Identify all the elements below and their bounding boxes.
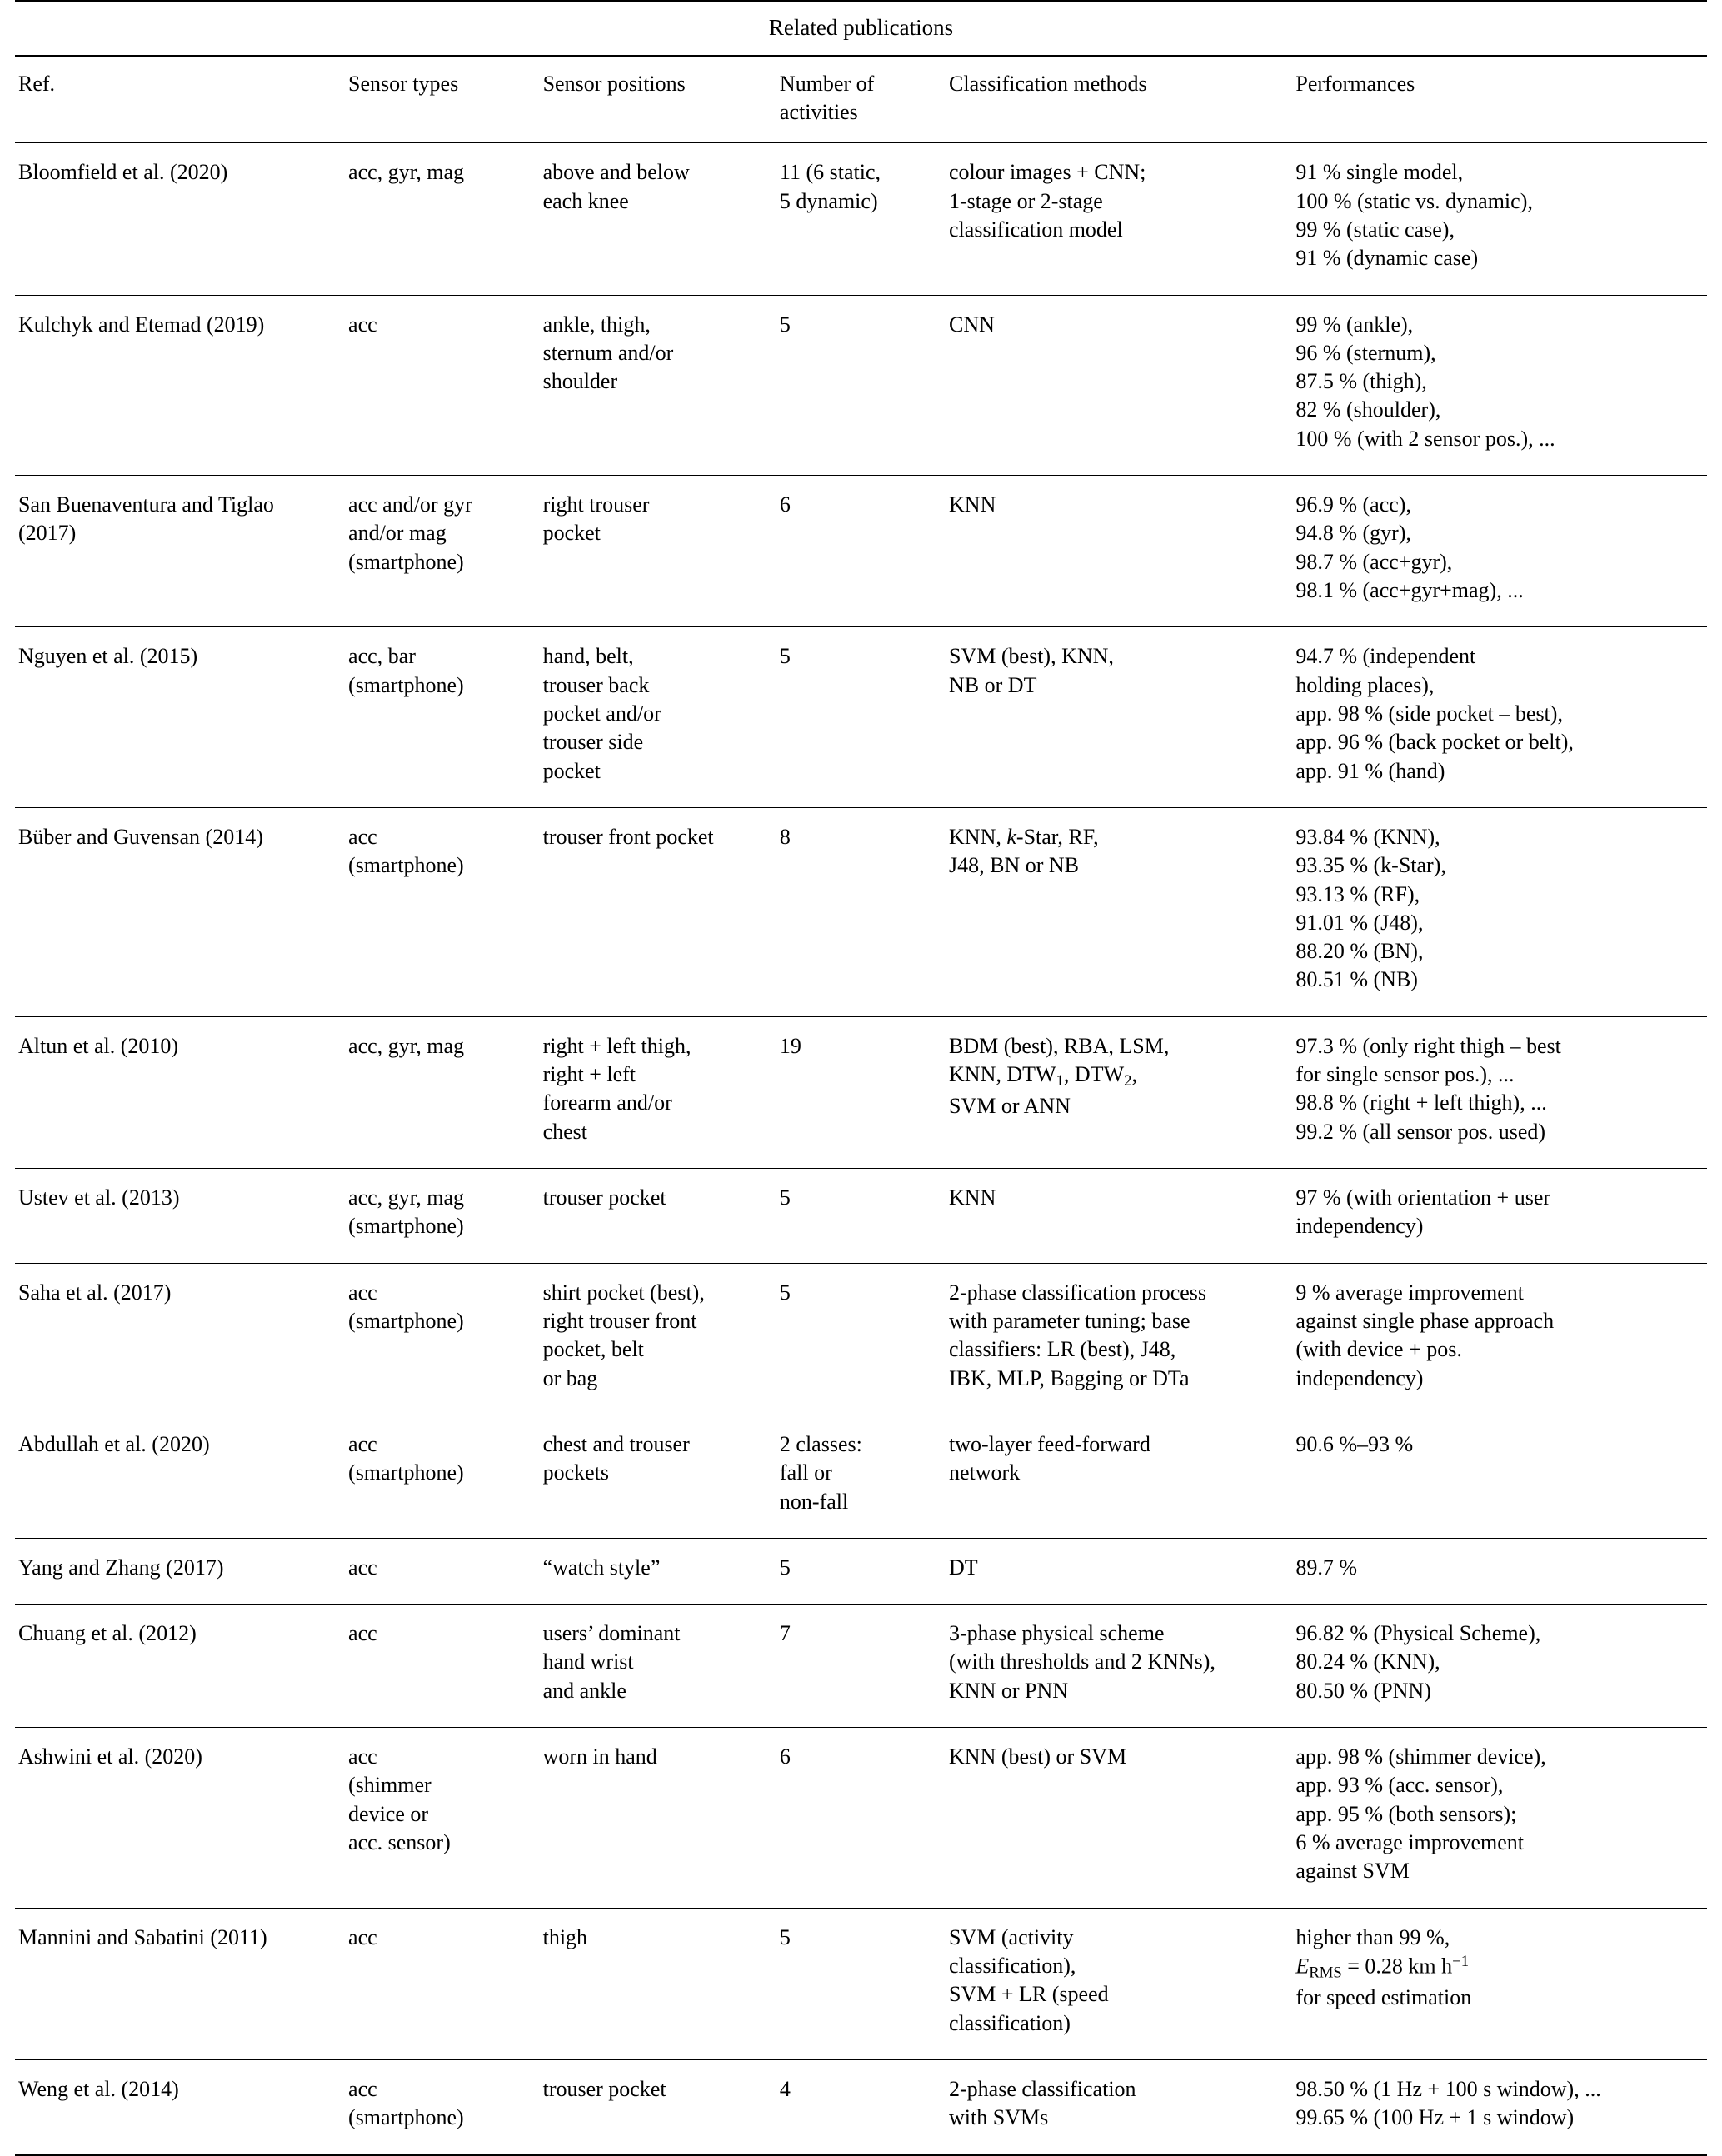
text-line: 98.8 % (right + left thigh), ... — [1295, 1090, 1547, 1115]
table-row — [15, 1538, 1707, 1604]
cell-methods — [946, 295, 1292, 476]
text-line: 99.65 % (100 Hz + 1 s window) — [1295, 2105, 1575, 2130]
text-line: “watch style” — [542, 1555, 661, 1580]
column-header-number-of-activities — [776, 57, 946, 143]
text-line: 94.8 % (gyr), — [1295, 521, 1411, 546]
text-line: trouser pocket — [542, 1185, 666, 1210]
text-line: acc — [348, 312, 377, 337]
cell-activities — [776, 1908, 946, 2059]
text-line: device or — [348, 1801, 429, 1826]
cell-sensor-positions — [540, 1415, 776, 1538]
cell-sensor-positions — [540, 476, 776, 627]
table-row — [15, 476, 1707, 627]
cell-activities — [776, 476, 946, 627]
text-line: (2017) — [18, 521, 77, 546]
header-line: Sensor positions — [542, 71, 686, 96]
text-line: 8 — [779, 824, 791, 849]
cell-sensor-positions — [540, 627, 776, 808]
text-line: 1-stage or 2-stage — [949, 188, 1103, 213]
cell-sensor-positions — [540, 807, 776, 1016]
text-line: independency) — [1295, 1365, 1424, 1390]
text-line: hand, belt, — [542, 644, 634, 669]
text-line: KNN, $DTW_1$, $DTW_2$, — [949, 1062, 1137, 1090]
text-line: 97 % (with orientation + user — [1295, 1185, 1551, 1210]
text-line: KNN, k-Star, RF, — [949, 824, 1099, 849]
text-line: 99.2 % (all sensor pos. used) — [1295, 1119, 1546, 1144]
column-header-classification-methods — [946, 57, 1292, 143]
text-line: 5 — [779, 1555, 791, 1580]
cell-sensor-types — [345, 1728, 540, 1909]
text-line: app. 95 % (both sensors); — [1295, 1801, 1517, 1826]
text-line: trouser front pocket — [542, 824, 714, 849]
text-line: 91 % (dynamic case) — [1295, 246, 1479, 271]
text-line: right + left thigh, — [542, 1033, 691, 1058]
text-line: 91.01 % (J48), — [1295, 910, 1424, 935]
text-line: pocket and/or — [542, 701, 661, 726]
cell-performances — [1292, 1169, 1707, 1264]
text-line: IBK, MLP, Bagging or DTa — [949, 1365, 1190, 1390]
text-line: non-fall — [779, 1489, 849, 1514]
text-line: pocket, belt — [542, 1337, 644, 1362]
header-line: Ref. — [18, 71, 56, 96]
text-line: (smartphone) — [348, 1214, 464, 1239]
cell-ref — [15, 1263, 345, 1415]
cell-sensor-positions — [540, 1263, 776, 1415]
cell-activities — [776, 1728, 946, 1909]
text-line: 80.50 % (PNN) — [1295, 1678, 1431, 1703]
text-line: app. 96 % (back pocket or belt), — [1295, 730, 1574, 755]
column-header-sensor-positions — [540, 57, 776, 143]
text-line: 90.6 %–93 % — [1295, 1431, 1414, 1456]
text-line: against single phase approach — [1295, 1308, 1555, 1333]
cell-activities — [776, 807, 946, 1016]
text-line: BDM (best), RBA, LSM, — [949, 1033, 1170, 1058]
cell-methods — [946, 1728, 1292, 1909]
cell-sensor-types — [345, 807, 540, 1016]
text-line: SVM + LR (speed — [949, 1982, 1109, 2007]
text-line: 89.7 % — [1295, 1555, 1358, 1580]
column-header-performances — [1292, 57, 1707, 143]
text-line: 6 — [779, 492, 791, 517]
text-line: 2-phase classification — [949, 2076, 1136, 2101]
table-row — [15, 1263, 1707, 1415]
cell-performances — [1292, 1263, 1707, 1415]
text-line: and/or mag — [348, 521, 447, 546]
text-line: Büber and Guvensan (2014) — [18, 824, 263, 849]
text-line: KNN — [949, 492, 996, 517]
text-line: (smartphone) — [348, 672, 464, 697]
text-line: (smartphone) — [348, 853, 464, 878]
text-line: acc — [348, 824, 377, 849]
text-line: or bag — [542, 1365, 598, 1390]
cell-ref — [15, 295, 345, 476]
text-line: shirt pocket (best), — [542, 1280, 705, 1305]
text-line: worn in hand — [542, 1744, 657, 1769]
text-line: (smartphone) — [348, 1460, 464, 1485]
cell-methods — [946, 1169, 1292, 1264]
cell-sensor-positions — [540, 1728, 776, 1909]
text-line: Altun et al. (2010) — [18, 1033, 179, 1058]
text-line: Nguyen et al. (2015) — [18, 644, 198, 669]
text-line: acc, gyr, mag — [348, 1033, 465, 1058]
text-line: SVM or ANN — [949, 1094, 1071, 1118]
table-row — [15, 1728, 1707, 1909]
text-line: app. 91 % (hand) — [1295, 758, 1445, 783]
text-line: higher than 99 %, — [1295, 1924, 1450, 1949]
text-line: classification model — [949, 217, 1123, 242]
table-body — [15, 142, 1707, 2154]
cell-ref — [15, 627, 345, 808]
cell-methods — [946, 1415, 1292, 1538]
cell-methods — [946, 627, 1292, 808]
text-line: acc — [348, 2076, 377, 2101]
text-line: 9 % average improvement — [1295, 1280, 1524, 1305]
text-line: above and below — [542, 160, 690, 185]
text-line: 4 — [779, 2076, 791, 2101]
cell-sensor-positions — [540, 142, 776, 295]
text-line: for speed estimation — [1295, 1985, 1472, 2010]
column-header-sensor-types — [345, 57, 540, 143]
cell-activities — [776, 1263, 946, 1415]
text-line: each knee — [542, 188, 629, 213]
text-line: 93.84 % (KNN), — [1295, 824, 1440, 849]
text-line: app. 98 % (side pocket – best), — [1295, 701, 1563, 726]
cell-performances — [1292, 1016, 1707, 1168]
text-line: 82 % (shoulder), — [1295, 397, 1441, 422]
text-line: holding places), — [1295, 672, 1435, 697]
cell-sensor-types — [345, 1169, 540, 1264]
text-line: trouser back — [542, 672, 650, 697]
text-line: against SVM — [1295, 1859, 1410, 1884]
header-row — [15, 57, 1707, 143]
column-header-ref — [15, 57, 345, 143]
text-line: 88.20 % (BN), — [1295, 939, 1424, 964]
text-line: Bloomfield et al. (2020) — [18, 160, 228, 185]
cell-methods — [946, 1605, 1292, 1728]
text-line: for single sensor pos.), ... — [1295, 1062, 1515, 1087]
table-header — [15, 57, 1707, 143]
text-line: 7 — [779, 1621, 791, 1646]
text-line: acc, gyr, mag — [348, 1185, 465, 1210]
text-line: acc — [348, 1280, 377, 1305]
text-line: KNN — [949, 1185, 996, 1210]
text-line: (smartphone) — [348, 549, 464, 574]
text-line: San Buenaventura and Tiglao — [18, 492, 274, 517]
text-line: right trouser — [542, 492, 650, 517]
text-line: colour images + CNN; — [949, 160, 1146, 185]
text-line: forearm and/or — [542, 1090, 672, 1115]
text-line: 5 — [779, 1924, 791, 1949]
text-line: 6 — [779, 1744, 791, 1769]
cell-performances — [1292, 1605, 1707, 1728]
cell-methods — [946, 1016, 1292, 1168]
text-line: SVM (activity — [949, 1924, 1074, 1949]
text-line: Mannini and Sabatini (2011) — [18, 1924, 267, 1949]
table-row — [15, 1605, 1707, 1728]
text-line: acc, bar — [348, 644, 416, 669]
cell-sensor-positions — [540, 1908, 776, 2059]
cell-ref — [15, 2059, 345, 2154]
text-line: pocket — [542, 521, 601, 546]
cell-sensor-types — [345, 1605, 540, 1728]
text-line: 100 % (with 2 sensor pos.), ... — [1295, 426, 1555, 451]
text-line: 97.3 % (only right thigh – best — [1295, 1033, 1561, 1058]
cell-performances — [1292, 807, 1707, 1016]
header-line: Number of — [779, 71, 875, 96]
text-line: acc — [348, 1924, 377, 1949]
text-line: (smartphone) — [348, 2105, 464, 2130]
cell-ref — [15, 1415, 345, 1538]
cell-sensor-positions — [540, 2059, 776, 2154]
table-row — [15, 627, 1707, 808]
text-line: shoulder — [542, 369, 618, 394]
text-line: classification), — [949, 1953, 1076, 1978]
cell-ref — [15, 142, 345, 295]
text-line: trouser side — [542, 730, 644, 755]
cell-sensor-types — [345, 1016, 540, 1168]
text-line: network — [949, 1460, 1021, 1485]
text-line: 98.7 % (acc+gyr), — [1295, 549, 1453, 574]
text-line: hand wrist — [542, 1649, 634, 1674]
text-line: 5 dynamic) — [779, 188, 878, 213]
text-line: SVM (best), KNN, — [949, 644, 1114, 669]
text-line: CNN — [949, 312, 995, 337]
related-publications-table — [15, 0, 1707, 2156]
cell-performances — [1292, 1538, 1707, 1604]
text-line: chest and trouser — [542, 1431, 690, 1456]
cell-sensor-positions — [540, 1016, 776, 1168]
text-line: 91 % single model, — [1295, 160, 1464, 185]
text-line: acc. sensor) — [348, 1830, 451, 1854]
cell-methods — [946, 1538, 1292, 1604]
cell-sensor-types — [345, 142, 540, 295]
cell-sensor-types — [345, 1538, 540, 1604]
text-line: 5 — [779, 1280, 791, 1305]
cell-ref — [15, 476, 345, 627]
table-row — [15, 295, 1707, 476]
text-line: 99 % (static case), — [1295, 217, 1455, 242]
cell-performances — [1292, 1415, 1707, 1538]
text-line: and ankle — [542, 1678, 626, 1703]
cell-activities — [776, 627, 946, 808]
cell-activities — [776, 1016, 946, 1168]
text-line: two-layer feed-forward — [949, 1431, 1150, 1456]
cell-performances — [1292, 627, 1707, 808]
text-line: Ustev et al. (2013) — [18, 1185, 180, 1210]
text-line: 5 — [779, 644, 791, 669]
text-line: Yang and Zhang (2017) — [18, 1555, 224, 1580]
cell-methods — [946, 807, 1292, 1016]
cell-performances — [1292, 476, 1707, 627]
cell-activities — [776, 142, 946, 295]
text-line: J48, BN or NB — [949, 853, 1080, 878]
cell-activities — [776, 1169, 946, 1264]
text-line: (smartphone) — [348, 1308, 464, 1333]
text-line: KNN (best) or SVM — [949, 1744, 1127, 1769]
text-line: fall or — [779, 1460, 832, 1485]
text-line: KNN or PNN — [949, 1678, 1069, 1703]
text-line: 5 — [779, 312, 791, 337]
text-line: right + left — [542, 1062, 636, 1087]
text-line: 80.24 % (KNN), — [1295, 1649, 1440, 1674]
text-line: 2 classes: — [779, 1431, 862, 1456]
header-line: Sensor types — [348, 71, 459, 96]
cell-sensor-types — [345, 1908, 540, 2059]
text-line: 99 % (ankle), — [1295, 312, 1414, 337]
text-line: sternum and/or — [542, 340, 674, 365]
cell-methods — [946, 1263, 1292, 1415]
text-line: 93.35 % (k-Star), — [1295, 853, 1446, 878]
cell-methods — [946, 2059, 1292, 2154]
text-line: 96.9 % (acc), — [1295, 492, 1411, 517]
text-line: (with thresholds and 2 KNNs), — [949, 1649, 1215, 1674]
text-line: 96.82 % (Physical Scheme), — [1295, 1621, 1541, 1646]
text-line: acc — [348, 1744, 377, 1769]
text-line: ankle, thigh, — [542, 312, 651, 337]
cell-activities — [776, 1605, 946, 1728]
cell-activities — [776, 1415, 946, 1538]
cell-performances — [1292, 1908, 1707, 2059]
text-line: with SVMs — [949, 2105, 1049, 2130]
text-line: 100 % (static vs. dynamic), — [1295, 188, 1533, 213]
text-line: (with device + pos. — [1295, 1337, 1462, 1362]
text-line: pockets — [542, 1460, 610, 1485]
cell-methods — [946, 476, 1292, 627]
table-row — [15, 1016, 1707, 1168]
cell-performances — [1292, 2059, 1707, 2154]
text-line: with parameter tuning; base — [949, 1308, 1190, 1333]
text-line: 3-phase physical scheme — [949, 1621, 1165, 1646]
table-row — [15, 1908, 1707, 2059]
text-line: 6 % average improvement — [1295, 1830, 1524, 1854]
header-line: Performances — [1295, 71, 1415, 96]
text-line: 5 — [779, 1185, 791, 1210]
cell-ref — [15, 1728, 345, 1909]
cell-activities — [776, 2059, 946, 2154]
text-line: app. 98 % (shimmer device), — [1295, 1744, 1546, 1769]
text-line: Weng et al. (2014) — [18, 2076, 179, 2101]
table-caption: Related publications — [15, 0, 1707, 57]
cell-ref — [15, 1538, 345, 1604]
cell-ref — [15, 807, 345, 1016]
text-line: 94.7 % (independent — [1295, 644, 1476, 669]
cell-methods — [946, 1908, 1292, 2059]
cell-methods — [946, 142, 1292, 295]
text-line: 80.51 % (NB) — [1295, 967, 1418, 992]
cell-performances — [1292, 1728, 1707, 1909]
text-line: 19 — [779, 1033, 801, 1058]
text-line: 98.50 % (1 Hz + 100 s window), ... — [1295, 2076, 1601, 2101]
text-line: (shimmer — [348, 1773, 432, 1798]
text-line: 93.13 % (RF), — [1295, 881, 1420, 906]
text-line: 98.1 % (acc+gyr+mag), ... — [1295, 578, 1524, 602]
text-line: acc — [348, 1621, 377, 1646]
cell-ref — [15, 1169, 345, 1264]
text-line: 87.5 % (thigh), — [1295, 369, 1427, 394]
table-row — [15, 2059, 1707, 2154]
text-line: acc and/or gyr — [348, 492, 472, 517]
text-line: classifiers: LR (best), J48, — [949, 1337, 1176, 1362]
text-line: thigh — [542, 1924, 588, 1949]
text-line: pocket — [542, 758, 601, 783]
text-line-math: $E_{RMS} = 0.28$ km $h^{-1}$ — [1295, 1952, 1470, 1982]
cell-sensor-positions — [540, 295, 776, 476]
text-line: chest — [542, 1119, 588, 1144]
table-row — [15, 1169, 1707, 1264]
text-line: classification) — [949, 2010, 1071, 2035]
cell-ref — [15, 1908, 345, 2059]
text-line: Chuang et al. (2012) — [18, 1621, 197, 1646]
cell-performances — [1292, 142, 1707, 295]
table-row — [15, 807, 1707, 1016]
cell-sensor-types — [345, 627, 540, 808]
text-line: users’ dominant — [542, 1621, 681, 1646]
text-line: acc, gyr, mag — [348, 160, 465, 185]
header-line: activities — [779, 99, 858, 124]
text-line: app. 93 % (acc. sensor), — [1295, 1773, 1504, 1798]
table-row — [15, 142, 1707, 295]
cell-sensor-positions — [540, 1538, 776, 1604]
cell-sensor-types — [345, 2059, 540, 2154]
text-line: Saha et al. (2017) — [18, 1280, 172, 1305]
cell-activities — [776, 1538, 946, 1604]
text-line: Abdullah et al. (2020) — [18, 1431, 210, 1456]
text-line: trouser pocket — [542, 2076, 666, 2101]
text-line: NB or DT — [949, 672, 1037, 697]
cell-ref — [15, 1016, 345, 1168]
text-line: 2-phase classification process — [949, 1280, 1207, 1305]
cell-activities — [776, 295, 946, 476]
cell-sensor-positions — [540, 1605, 776, 1728]
cell-sensor-types — [345, 1415, 540, 1538]
text-line: right trouser front — [542, 1308, 697, 1333]
text-line: acc — [348, 1555, 377, 1580]
cell-sensor-types — [345, 295, 540, 476]
cell-sensor-positions — [540, 1169, 776, 1264]
text-line: 96 % (sternum), — [1295, 340, 1436, 365]
cell-sensor-types — [345, 476, 540, 627]
text-line: Ashwini et al. (2020) — [18, 1744, 202, 1769]
header-line: Classification methods — [949, 71, 1147, 96]
text-line: independency) — [1295, 1214, 1424, 1239]
text-line: Kulchyk and Etemad (2019) — [18, 312, 265, 337]
text-line: DT — [949, 1555, 978, 1580]
text-line: acc — [348, 1431, 377, 1456]
cell-ref — [15, 1605, 345, 1728]
cell-sensor-types — [345, 1263, 540, 1415]
table-row — [15, 1415, 1707, 1538]
cell-performances — [1292, 295, 1707, 476]
text-line: 11 (6 static, — [779, 160, 881, 185]
